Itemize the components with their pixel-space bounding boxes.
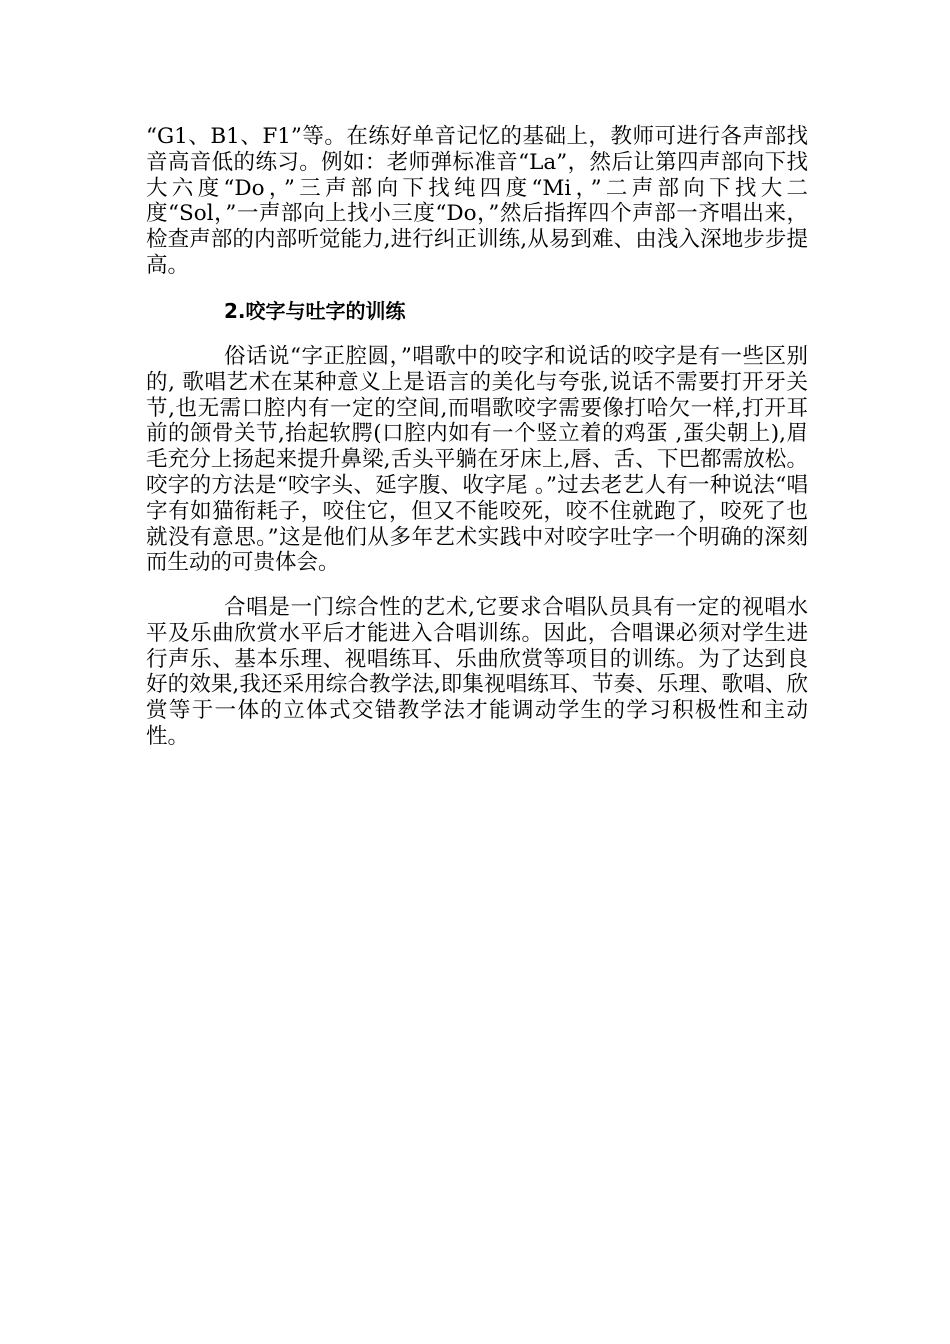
paragraph-1: “G1、B1、F1”等。在练好单音记忆的基础上，教师可进行各声部找音高音低的练习。例如：老师弹标准音“La”，然后让第四声部向下找大六度“Do，”三声部向下找纯四度“Mi，”二声部向下找大二度“Sol，”一声部向上找小三度“Do，”然后指挥四个声部一齐唱出来，检查声部的内部听觉能力,进行纠正训练,从易到难、由浅入深地步步提高。 <box>146 124 808 278</box>
paragraph-2: 俗话说“字正腔圆，”唱歌中的咬字和说话的咬字是有一些区别的, 歌唱艺术在某种意义上是语言的美化与夸张,说话不需要打开牙关节,也无需口腔内有一定的空间,而唱歌咬字需要像打哈欠一样,打开耳前的颌骨关节,抬起软腭(口腔内如有一个竖立着的鸡蛋 ,蛋尖朝上),眉毛充分上扬起来提升鼻梁,舌头平躺在牙床上,唇、舌、下巴都需放松。咬字的方法是“咬字头、延字腹、收字尾 。”过去老艺人有一种说法“唱字有如猫衔耗子，咬住它，但又不能咬死，咬不住就跑了，咬死了也就没有意思。”这是他们从多年艺术实践中对咬字吐字一个明确的深刻而生动的可贵体会。 <box>146 344 808 576</box>
section-heading: 2.咬字与吐字的训练 <box>224 299 406 323</box>
paragraph-3: 合唱是一门综合性的艺术,它要求合唱队员具有一定的视唱水平及乐曲欣赏水平后才能进入合唱训练。因此，合唱课必须对学生进行声乐、基本乐理、视唱练耳、乐曲欣赏等项目的训练。为了达到良好的效果,我还采用综合教学法,即集视唱练耳、节奏、乐理、歌唱、欣赏等于一体的立体式交错教学法才能调动学生的学习积极性和主动性。 <box>146 595 808 749</box>
